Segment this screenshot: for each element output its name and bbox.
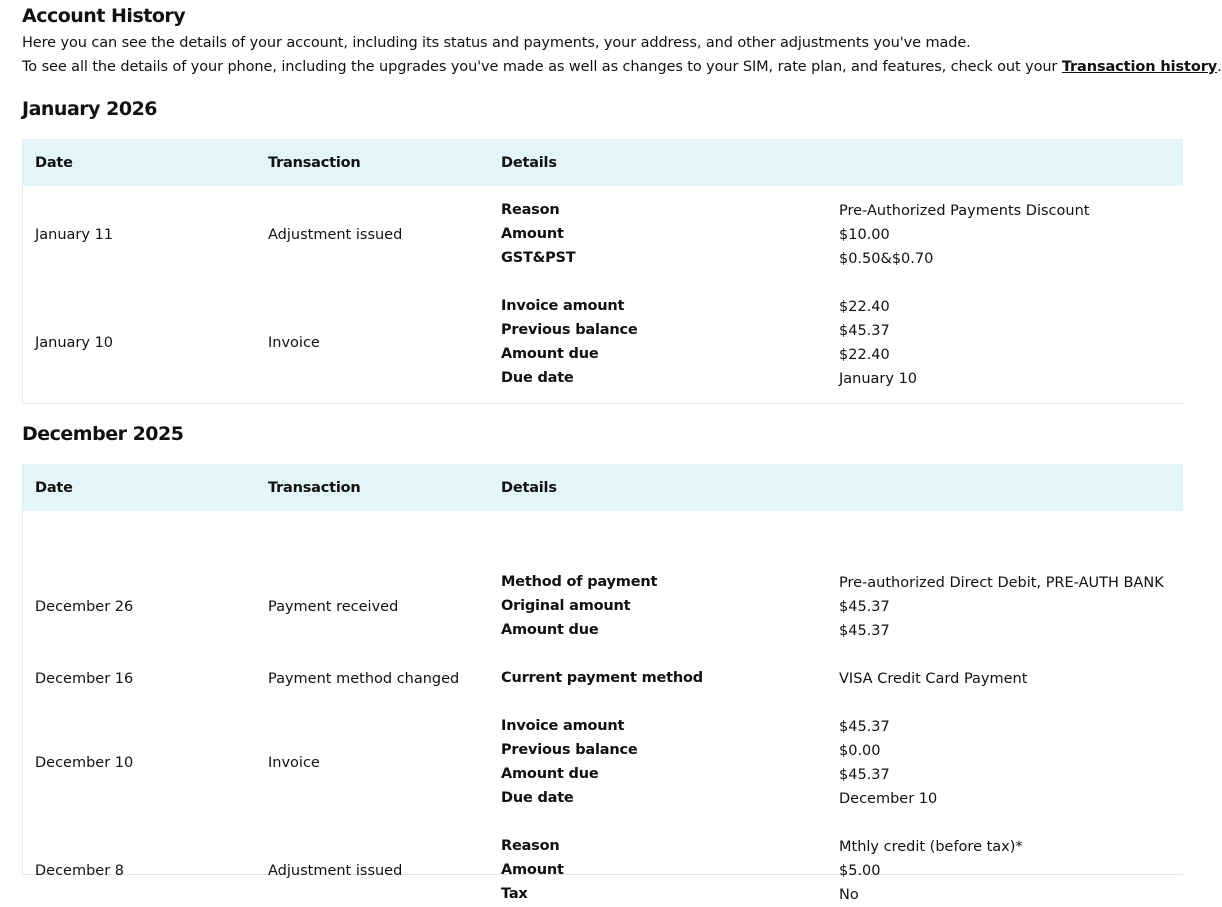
history-table-january-2026 <box>22 139 1183 404</box>
row-transaction: Invoice <box>268 755 320 771</box>
intro-text: Here you can see the details of your account, including its status and payments, your address, and other adjustments you've made. <box>22 35 971 51</box>
detail-label: Amount due <box>501 766 599 782</box>
detail-value: $22.40 <box>839 347 890 363</box>
column-header-date: Date <box>35 480 73 496</box>
history-table-december-2025 <box>22 464 1183 903</box>
detail-label: Amount <box>501 862 564 878</box>
detail-value: Pre-authorized Direct Debit, PRE-AUTH BANK <box>839 575 1164 591</box>
detail-value: Pre-Authorized Payments Discount <box>839 203 1090 219</box>
row-date: January 11 <box>35 227 114 243</box>
column-header-transaction: Transaction <box>268 480 361 496</box>
detail-value: Mthly credit (before tax)* <box>839 839 1023 855</box>
detail-label: Due date <box>501 790 574 806</box>
detail-value: $45.37 <box>839 323 890 339</box>
detail-value: $5.00 <box>839 863 881 879</box>
row-transaction: Payment received <box>268 599 399 615</box>
transaction-history-link[interactable]: Transaction history <box>1061 59 1218 75</box>
detail-label: Method of payment <box>501 574 658 590</box>
detail-label: Previous balance <box>501 742 638 758</box>
detail-value: January 10 <box>839 371 918 387</box>
detail-label: Original amount <box>501 598 631 614</box>
detail-value: $22.40 <box>839 299 890 315</box>
detail-value: $45.37 <box>839 623 890 639</box>
detail-value: $45.37 <box>839 719 890 735</box>
detail-value: $45.37 <box>839 767 890 783</box>
detail-value: December 10 <box>839 791 938 807</box>
detail-value: $45.37 <box>839 599 890 615</box>
table-header-row <box>23 464 1183 511</box>
detail-label: Reason <box>501 202 560 218</box>
detail-value: $0.00 <box>839 743 881 759</box>
row-transaction: Adjustment issued <box>268 227 403 243</box>
row-date: December 10 <box>35 755 134 771</box>
detail-value: VISA Credit Card Payment <box>839 671 1028 687</box>
row-transaction: Invoice <box>268 335 320 351</box>
table-header-row <box>23 139 1183 186</box>
row-transaction: Adjustment issued <box>268 863 403 879</box>
row-date: December 8 <box>35 863 125 879</box>
detail-label: Invoice amount <box>501 298 625 314</box>
detail-value: No <box>839 887 859 903</box>
detail-label: Amount due <box>501 346 599 362</box>
row-date: December 16 <box>35 671 134 687</box>
detail-label: Amount due <box>501 622 599 638</box>
detail-label: Current payment method <box>501 670 703 686</box>
page-title: Account History <box>22 5 186 27</box>
detail-label: Tax <box>501 886 528 902</box>
detail-value: $0.50&$0.70 <box>839 251 934 267</box>
detail-label: GST&PST <box>501 250 576 266</box>
row-transaction: Payment method changed <box>268 671 460 687</box>
column-header-details: Details <box>501 155 557 171</box>
detail-value: $10.00 <box>839 227 890 243</box>
column-header-date: Date <box>35 155 73 171</box>
detail-label: Amount <box>501 226 564 242</box>
month-heading-january-2026: January 2026 <box>22 98 158 120</box>
intro-suffix: . <box>1217 59 1222 75</box>
row-date: January 10 <box>35 335 114 351</box>
detail-label: Invoice amount <box>501 718 625 734</box>
detail-label: Previous balance <box>501 322 638 338</box>
month-heading-december-2025: December 2025 <box>22 423 184 445</box>
column-header-transaction: Transaction <box>268 155 361 171</box>
column-header-details: Details <box>501 480 557 496</box>
detail-label: Reason <box>501 838 560 854</box>
intro-text-transaction-history <box>22 57 1222 77</box>
detail-label: Due date <box>501 370 574 386</box>
intro-prefix: To see all the details of your phone, including the upgrades you've made as well as changes to your SIM, rate plan, and features, check out your <box>22 59 1062 75</box>
row-date: December 26 <box>35 599 134 615</box>
